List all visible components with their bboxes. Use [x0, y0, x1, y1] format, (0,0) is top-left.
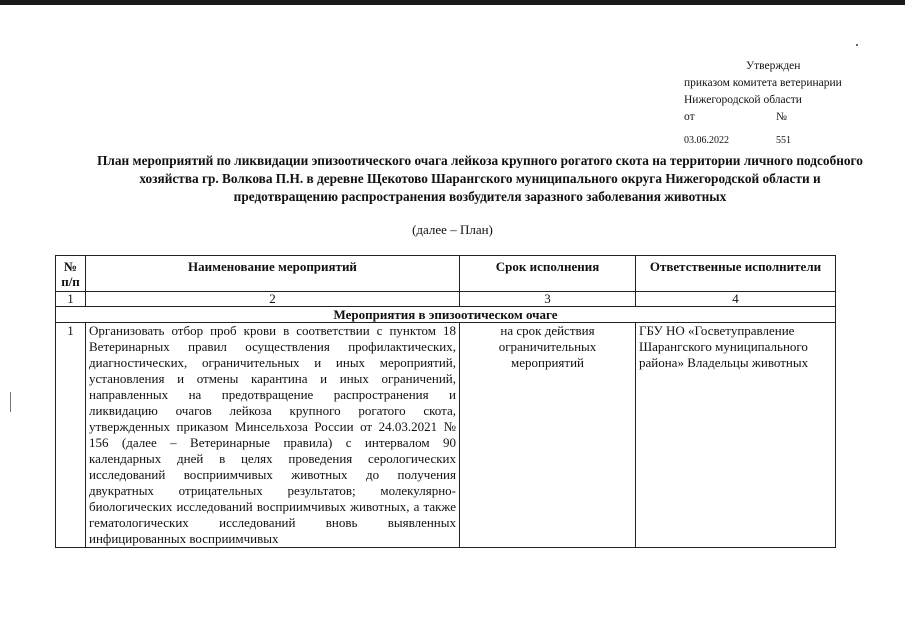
document-subtitle: (далее – План): [412, 222, 493, 237]
row-term: на срок действия ограничительных мероприятий: [460, 323, 636, 548]
plan-table: [55, 255, 836, 548]
approval-from-label: от: [684, 111, 695, 123]
approval-region: Нижегородской области: [684, 94, 802, 106]
top-border: [0, 0, 905, 5]
header-responsible: Ответственные исполнители: [636, 256, 836, 292]
approval-number: 551: [776, 135, 791, 146]
header-term: Срок исполнения: [460, 256, 636, 292]
row-responsible: ГБУ НО «Госветуправление Шарангского муниципального района» Владельцы животных: [636, 323, 836, 548]
row-number: 1: [56, 323, 86, 548]
header-name: Наименование мероприятий: [86, 256, 460, 292]
column-number: 3: [460, 292, 636, 307]
document-title: План мероприятий по ликвидации эпизоотического очага лейкоза крупного рогатого скота на территории личного подсобного хозяйства гр. Волкова П.Н. в деревне Щекотово Шарангского муниципального округа Нижегородской области и предотвращению распространения возбудителя заразного заболевания животных: [97, 153, 863, 204]
column-numbering-row: [56, 292, 836, 307]
table-row: [56, 323, 836, 548]
row-description: Организовать отбор проб крови в соответствии с пунктом 18 Ветеринарных правил осуществления профилактических, диагностических, ограничительных и иных мероприятий, установления и отмены карантина и иных ограничений, направленных на предотвращение распространения и ликвидацию очагов лейкоза крупного рогатого скота, утвержденных приказом Минсельхоза России от 24.03.2021 № 156 (далее – Ветеринарные правила) с интервалом 90 календарных дней в целях проведения серологических исследований восприимчивых животных до получения двукратных отрицательных результатов; молекулярно-биологических исследований восприимчивых животных, а также гематологических исследований вновь выявленных инфицированных восприимчивых: [86, 323, 460, 548]
section-title: Мероприятия в эпизоотическом очаге: [56, 307, 836, 323]
column-number: 4: [636, 292, 836, 307]
approval-date: 03.06.2022: [684, 135, 729, 146]
approval-title: Утвержден: [746, 60, 801, 72]
header-num: № п/п: [56, 256, 86, 292]
column-number: 1: [56, 292, 86, 307]
scan-mark: [10, 392, 11, 412]
approval-from-row: [684, 109, 884, 126]
scan-dot: [856, 44, 858, 46]
approval-order: приказом комитета ветеринарии: [684, 77, 842, 89]
section-row: [56, 307, 836, 323]
column-number: 2: [86, 292, 460, 307]
header-row: [56, 256, 836, 292]
approval-number-label: №: [776, 111, 787, 123]
approval-block: [684, 58, 884, 149]
approval-date-row: [684, 132, 884, 149]
